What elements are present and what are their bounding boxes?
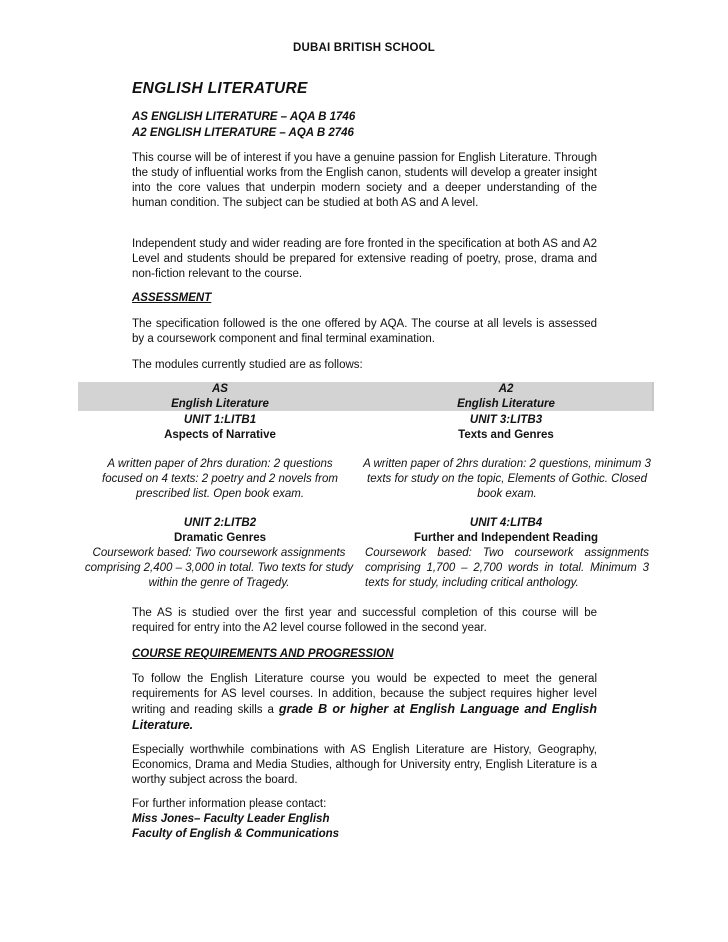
unit3-code: UNIT 3:LITB3: [469, 414, 543, 426]
a2-level-label: A2: [498, 383, 514, 395]
unit2-description: Coursework based: Two coursework assignments comprising 2,400 – 3,000 in total. Two texts for study within the genre of Tragedy.: [84, 547, 354, 589]
contact-intro: For further information please contact:: [132, 798, 327, 810]
page-title: ENGLISH LITERATURE: [132, 80, 308, 97]
as-course-label: English Literature: [171, 398, 269, 410]
unit1-code: UNIT 1:LITB1: [183, 414, 257, 426]
progression-note: The AS is studied over the first year and successful completion of this course will be required for entry into the A2 level course followed in the second year.: [132, 607, 597, 634]
intro-paragraph-2: Independent study and wider reading are fore fronted in the specification at both AS and A2 Level and students should be prepared for extensive reading of poetry, prose, drama and non-fiction relevant to the course.: [132, 238, 597, 280]
combinations-paragraph: Especially worthwhile combinations with AS English Literature are History, Geography, Economics, Drama and Media Studies, although for University entry, English Literature is a worthy subject across the board.: [132, 744, 597, 786]
unit2-code: UNIT 2:LITB2: [183, 517, 257, 529]
school-header: DUBAI BRITISH SCHOOL: [293, 42, 435, 54]
unit4-description: Coursework based: Two coursework assignments comprising 1,700 – 2,700 words in total. Minimum 3 texts for study, including critical anthology.: [365, 547, 649, 589]
requirements-heading: COURSE REQUIREMENTS AND PROGRESSION: [132, 648, 394, 660]
subtitle-a2: A2 ENGLISH LITERATURE – AQA B 2746: [132, 127, 354, 139]
unit3-description: A written paper of 2hrs duration: 2 questions, minimum 3 texts for study on the topic, Elements of Gothic. Closed book exam.: [363, 458, 651, 500]
contact-department: Faculty of English & Communications: [132, 828, 340, 840]
grade-requirement: grade B or higher at English Language and English Literature.: [132, 702, 598, 732]
intro-paragraph-1: This course will be of interest if you have a genuine passion for English Literature. Through the study of influential works from the English canon, students will develop a greater insight into the core values that underpin modern society and a deeper understanding of the human condition. The subject can be studied at both AS and A level.: [132, 152, 597, 209]
unit2-name: Dramatic Genres: [173, 532, 267, 544]
unit3-name: Texts and Genres: [458, 429, 554, 441]
as-level-label: AS: [212, 383, 228, 395]
assessment-paragraph: The specification followed is the one offered by AQA. The course at all levels is assessed by a coursework component and final terminal examination.: [132, 318, 597, 345]
assessment-heading: ASSESSMENT: [132, 292, 212, 304]
requirements-text: To follow the English Literature course you would be expected to meet the general requirements for AS level courses. In addition, because the subject requires higher level writing and reading skills a: [132, 673, 597, 716]
requirements-paragraph: [132, 672, 597, 734]
a2-course-label: English Literature: [457, 398, 555, 410]
modules-intro: The modules currently studied are as follows:: [132, 359, 363, 371]
unit4-code: UNIT 4:LITB4: [469, 517, 543, 529]
contact-name: Miss Jones– Faculty Leader English: [132, 813, 330, 825]
unit1-description: A written paper of 2hrs duration: 2 questions focused on 4 texts: 2 poetry and 2 novels from prescribed list. Open book exam.: [102, 458, 338, 500]
unit1-name: Aspects of Narrative: [164, 429, 276, 441]
unit4-name: Further and Independent Reading: [413, 532, 598, 544]
subtitle-as: AS ENGLISH LITERATURE – AQA B 1746: [132, 111, 356, 123]
